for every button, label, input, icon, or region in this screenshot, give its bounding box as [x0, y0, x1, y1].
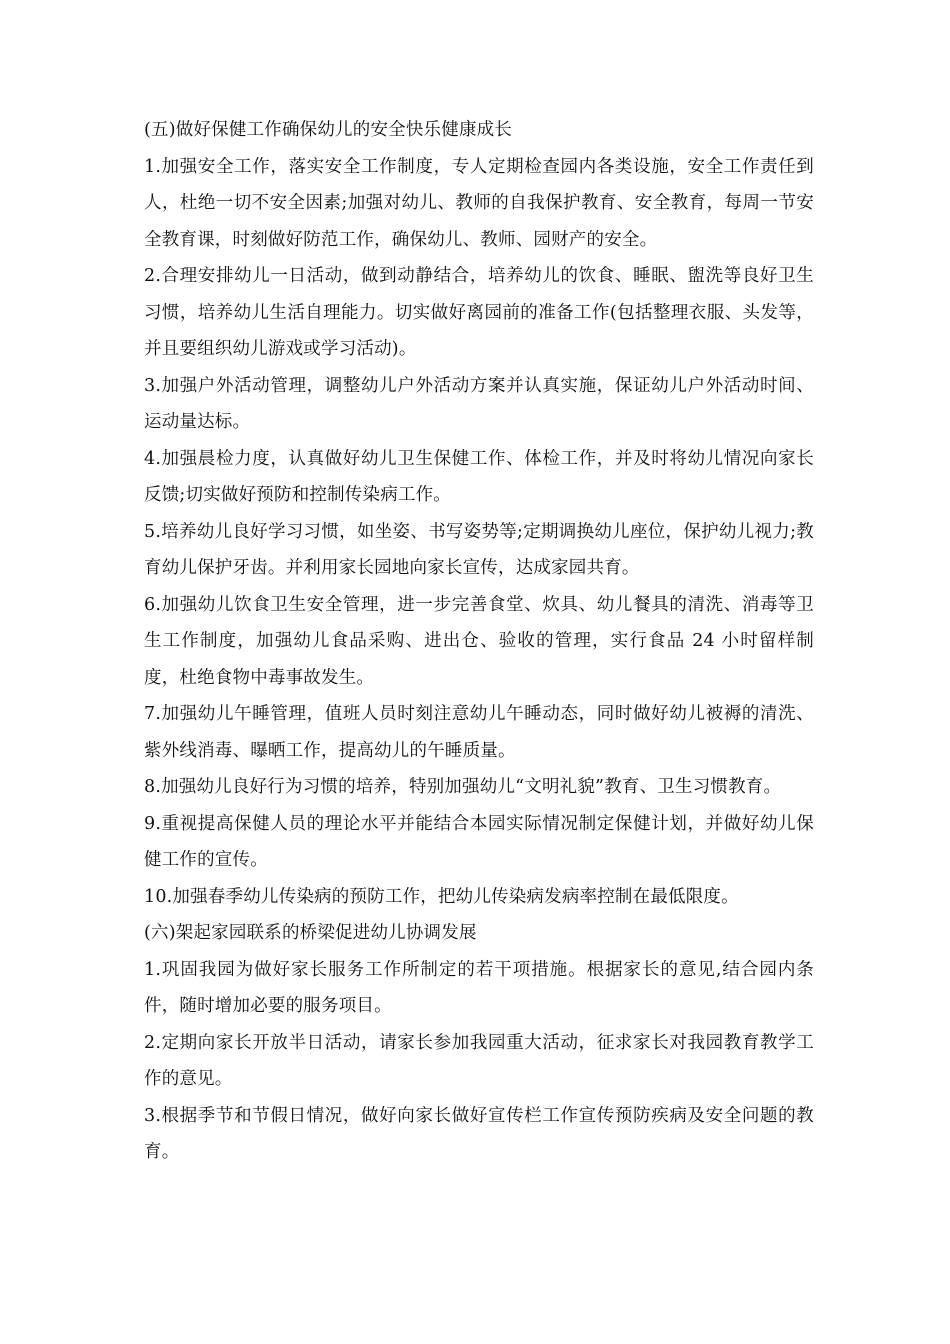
paragraph-6-1: 1.巩固我园为做好家长服务工作所制定的若干项措施。根据家长的意见,结合园内条件，随时增加必要的服务项目。 [144, 959, 814, 1016]
paragraph-6-2: 2.定期向家长开放半日活动，请家长参加我园重大活动，征求家长对我园教育教学工作的意见。 [144, 1032, 814, 1089]
paragraph-5-3: 3.加强户外活动管理，调整幼儿户外活动方案并认真实施，保证幼儿户外活动时间、运动量达标。 [144, 375, 814, 432]
paragraph-5-4: 4.加强晨检力度，认真做好幼儿卫生保健工作、体检工作，并及时将幼儿情况向家长反馈;切实做好预防和控制传染病工作。 [144, 448, 814, 505]
paragraph-6-3: 3.根据季节和节假日情况，做好向家长做好宣传栏工作宣传预防疾病及安全问题的教育。 [144, 1105, 814, 1162]
section-heading-6: (六)架起家园联系的桥梁促进幼儿协调发展 [144, 923, 477, 943]
paragraph-5-1: 1.加强安全工作，落实安全工作制度，专人定期检查园内各类设施，安全工作责任到人，杜绝一切不安全因素;加强对幼儿、教师的自我保护教育、安全教育，每周一节安全教育课，时刻做好防范工作，确保幼儿、教师、园财产的安全。 [144, 156, 814, 250]
paragraph-5-2: 2.合理安排幼儿一日活动，做到动静结合，培养幼儿的饮食、睡眠、盥洗等良好卫生习惯，培养幼儿生活自理能力。切实做好离园前的准备工作(包括整理衣服、头发等，并且要组织幼儿游戏或学习活动)。 [144, 266, 814, 359]
paragraph-5-10: 10.加强春季幼儿传染病的预防工作，把幼儿传染病发病率控制在最低限度。 [144, 886, 739, 907]
paragraph-5-6: 6.加强幼儿饮食卫生安全管理，进一步完善食堂、炊具、幼儿餐具的清洗、消毒等卫生工作制度，加强幼儿食品采购、进出仓、验收的管理，实行食品 24 小时留样制度，杜绝食物中毒事故发生。 [144, 594, 814, 688]
section-heading-5: (五)做好保健工作确保幼儿的安全快乐健康成长 [144, 120, 513, 140]
paragraph-5-8: 8.加强幼儿良好行为习惯的培养，特别加强幼儿“文明礼貌”教育、卫生习惯教育。 [144, 777, 782, 797]
paragraph-5-9: 9.重视提高保健人员的理论水平并能结合本园实际情况制定保健计划，并做好幼儿保健工作的宣传。 [144, 813, 814, 870]
document-page [144, 112, 814, 1171]
paragraph-5-5: 5.培养幼儿良好学习习惯，如坐姿、书写姿势等;定期调换幼儿座位，保护幼儿视力;教育幼儿保护牙齿。并利用家长园地向家长宣传，达成家园共育。 [144, 521, 814, 578]
paragraph-5-7: 7.加强幼儿午睡管理，值班人员时刻注意幼儿午睡动态，同时做好幼儿被褥的清洗、紫外线消毒、曝晒工作，提高幼儿的午睡质量。 [144, 704, 814, 761]
